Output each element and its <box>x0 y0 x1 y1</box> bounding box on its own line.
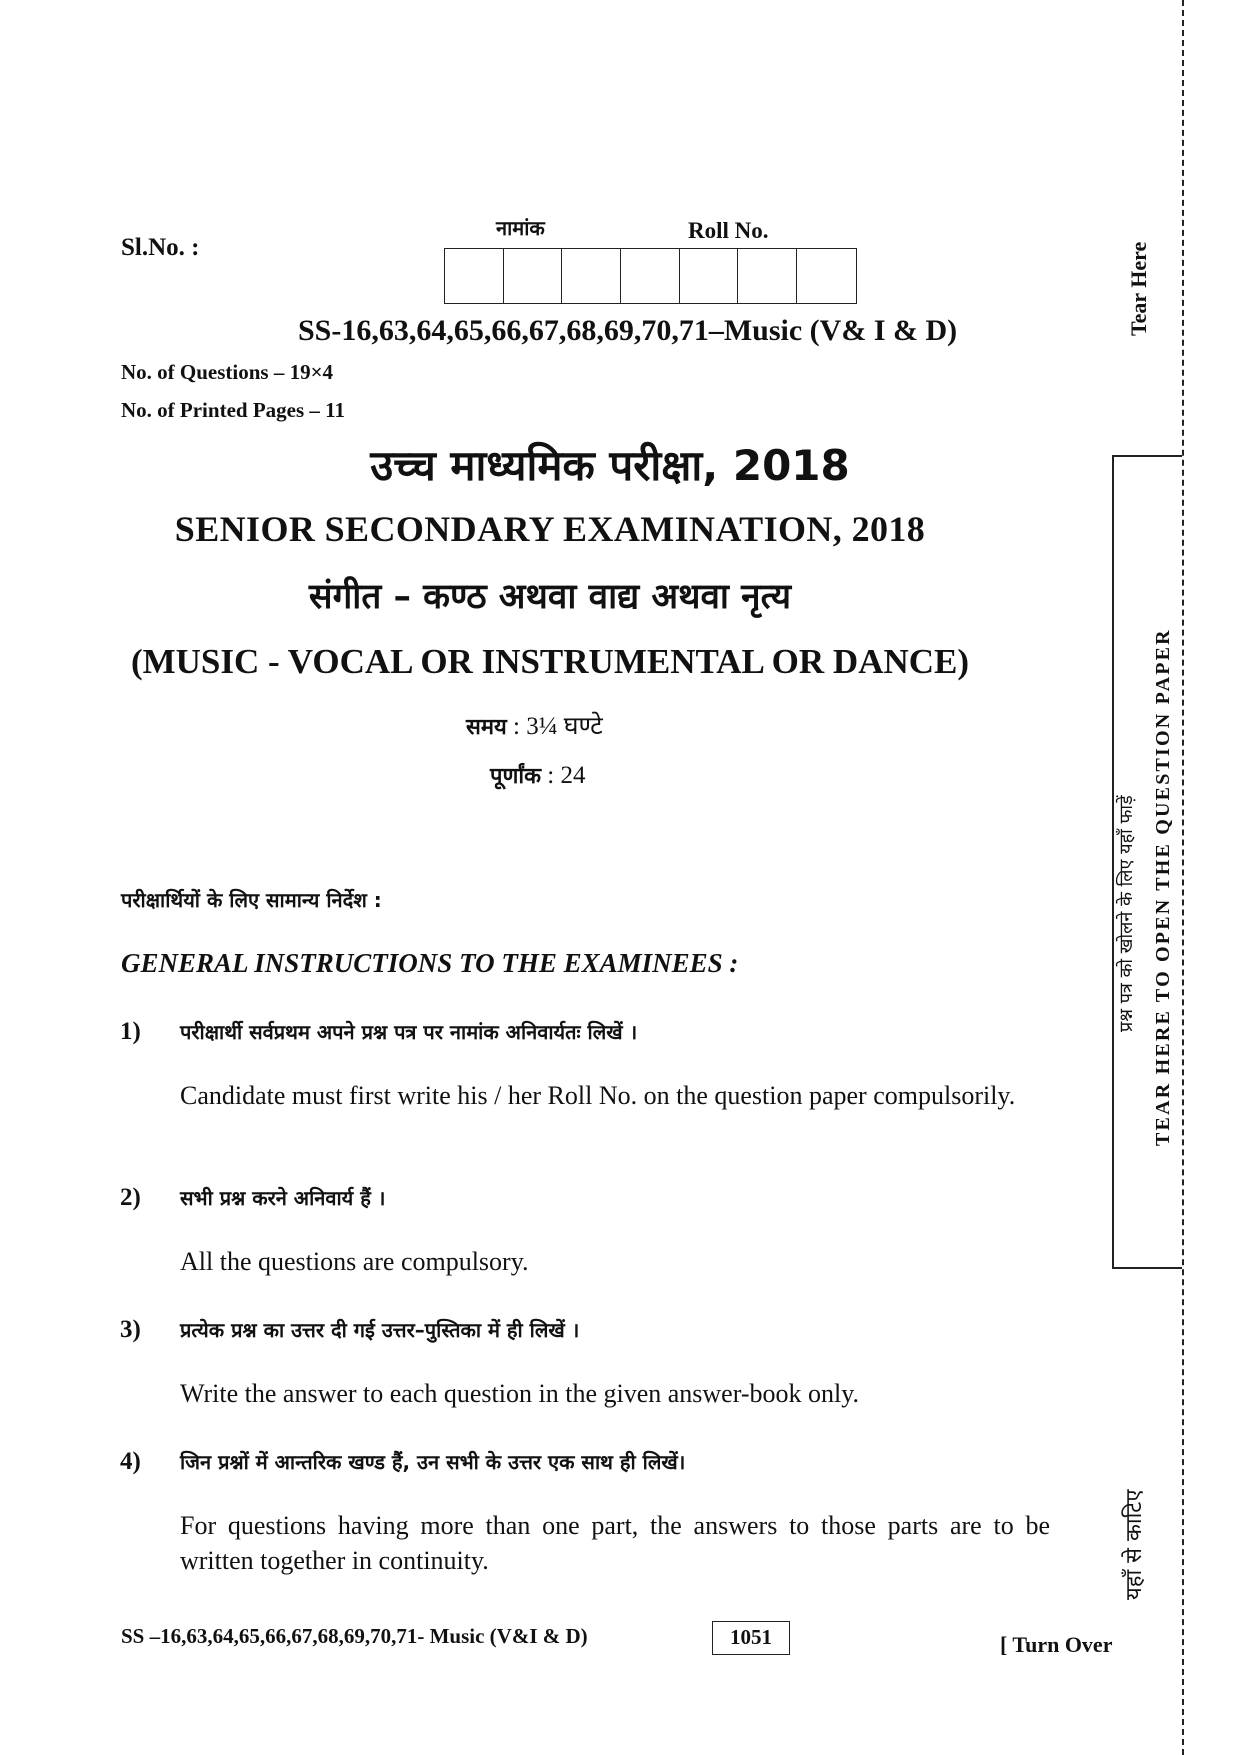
hindi-subject-title: संगीत – कण्ठ अथवा वाद्य अथवा नृत्य <box>308 577 792 617</box>
footer-code-number: 1051 <box>712 1621 790 1655</box>
instruction-number: 3) <box>120 1316 141 1343</box>
roll-digit-box[interactable] <box>445 249 504 303</box>
roll-digit-box[interactable] <box>621 249 680 303</box>
time-label: समय <box>466 715 507 740</box>
hindi-exam-title: उच्च माध्यमिक परीक्षा, 2018 <box>370 441 850 490</box>
instruction-hindi: सभी प्रश्न करने अनिवार्य हैं । <box>180 1186 386 1210</box>
number-of-printed-pages: No. of Printed Pages – 11 <box>121 398 345 422</box>
turn-over-label: [ Turn Over <box>1000 1632 1113 1657</box>
marks-line <box>490 760 585 790</box>
time-value: : 3¼ घण्टे <box>513 713 603 740</box>
tear-dashed-line <box>1182 0 1184 1755</box>
instruction-number: 2) <box>120 1184 141 1211</box>
footer-paper-code: SS –16,63,64,65,66,67,68,69,70,71- Music (V&I & D) <box>121 1624 588 1648</box>
marks-value: : 24 <box>547 762 586 789</box>
tear-open-english-label: TEAR HERE TO OPEN THE QUESTION PAPER <box>1152 628 1174 1146</box>
roll-digit-box[interactable] <box>562 249 621 303</box>
instruction-english: Write the answer to each question in the given answer-book only. <box>180 1379 860 1408</box>
tear-here-label: Tear Here <box>1126 241 1151 336</box>
serial-number-label: Sl.No. : <box>121 234 200 261</box>
roll-digit-box[interactable] <box>738 249 797 303</box>
roll-digit-box[interactable] <box>680 249 739 303</box>
marks-label: पूर्णांक <box>490 764 541 789</box>
instruction-hindi: परीक्षार्थी सर्वप्रथम अपने प्रश्न पत्र पर नामांक अनिवार्यतः लिखें । <box>180 1020 638 1044</box>
instruction-english: For questions having more than one part, the answers to those parts are to be written together in continuity. <box>180 1511 1050 1575</box>
hindi-instructions-heading: परीक्षार्थियों के लिए सामान्य निर्देश : <box>121 888 382 912</box>
namank-label: नामांक <box>496 216 545 240</box>
roll-digit-box[interactable] <box>797 249 856 303</box>
paper-code: SS-16,63,64,65,66,67,68,69,70,71–Music (V& I & D) <box>298 314 958 347</box>
english-subject-title: (MUSIC - VOCAL OR INSTRUMENTAL OR DANCE) <box>130 642 970 681</box>
time-line <box>466 708 603 742</box>
tear-open-hindi-label: प्रश्न पत्र को खोलने के लिए यहाँ फाड़ें <box>1116 795 1137 1032</box>
roll-no-label: Roll No. <box>688 218 769 243</box>
instruction-hindi: प्रत्येक प्रश्न का उत्तर दी गई उत्तर–पुस्तिका में ही लिखें । <box>180 1318 580 1342</box>
english-exam-title: SENIOR SECONDARY EXAMINATION, 2018 <box>174 509 926 549</box>
instruction-number: 1) <box>120 1018 141 1045</box>
instruction-english: Candidate must first write his / her Roll No. on the question paper compulsorily. <box>180 1081 1016 1110</box>
number-of-questions: No. of Questions – 19×4 <box>121 360 334 384</box>
instruction-number: 4) <box>120 1448 141 1475</box>
instruction-hindi: जिन प्रश्नों में आन्तरिक खण्ड हैं, उन सभी के उत्तर एक साथ ही लिखें। <box>180 1450 686 1474</box>
english-instructions-heading: GENERAL INSTRUCTIONS TO THE EXAMINEES : <box>121 948 739 978</box>
cut-here-hindi-label: यहाँ से काटिए <box>1122 1489 1147 1600</box>
roll-number-boxes[interactable] <box>444 248 857 304</box>
roll-digit-box[interactable] <box>504 249 563 303</box>
instruction-english: All the questions are compulsory. <box>180 1247 529 1276</box>
